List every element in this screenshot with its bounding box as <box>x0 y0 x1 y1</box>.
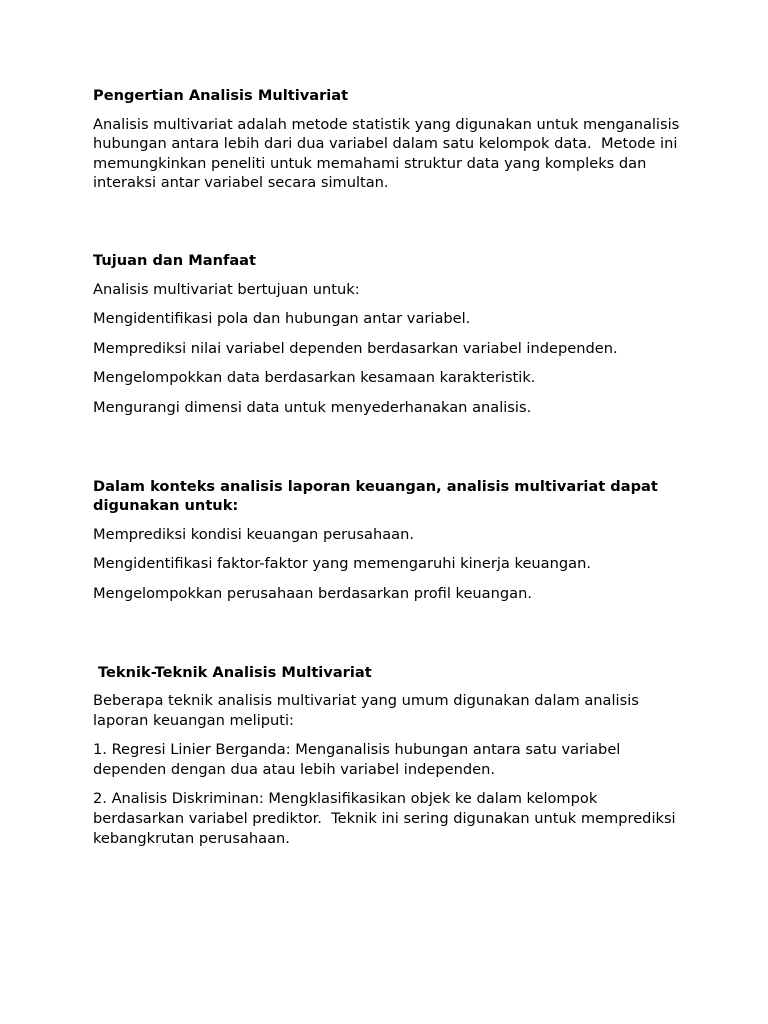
paragraph: Beberapa teknik analisis multivariat yang umum digunakan dalam analisis laporan keuangan meliputi: <box>93 692 644 729</box>
section-teknik <box>93 663 693 849</box>
section-heading: Tujuan dan Manfaat <box>93 251 256 269</box>
paragraph: Mengidentifikasi faktor-faktor yang memengaruhi kinerja keuangan. <box>93 555 591 573</box>
section-heading: Teknik-Teknik Analisis Multivariat <box>98 663 372 681</box>
paragraph: Mengidentifikasi pola dan hubungan antar variabel. <box>93 310 471 328</box>
section-pengertian <box>93 86 693 193</box>
section-heading: Pengertian Analisis Multivariat <box>93 87 349 104</box>
paragraph: Mengelompokkan data berdasarkan kesamaan karakteristik. <box>93 369 536 387</box>
paragraph: Mengurangi dimensi data untuk menyederhanakan analisis. <box>93 398 532 416</box>
paragraph: Memprediksi nilai variabel dependen berdasarkan variabel independen. <box>93 339 618 357</box>
paragraph: Analisis multivariat bertujuan untuk: <box>93 280 360 298</box>
section-tujuan-manfaat <box>93 251 693 418</box>
document-page <box>93 86 693 858</box>
paragraph: Mengelompokkan perusahaan berdasarkan profil keuangan. <box>93 584 532 602</box>
paragraph: 2. Analisis Diskriminan: Mengklasifikasikan objek ke dalam kelompok berdasarkan variabel prediktor. Teknik ini sering digunakan untuk memprediksi kebangkrutan perusahaan. <box>93 790 681 847</box>
paragraph: Analisis multivariat adalah metode statistik yang digunakan untuk menganalisis hubungan antara lebih dari dua variabel dalam satu kelompok data. Metode ini memungkinkan peneliti untuk memahami struktur data yang kompleks dan interaksi antar variabel secara simultan. <box>93 115 684 192</box>
section-konteks-laporan-keuangan <box>93 477 693 604</box>
paragraph: 1. Regresi Linier Berganda: Menganalisis hubungan antara satu variabel dependen dengan dua atau lebih variabel independen. <box>93 741 625 778</box>
section-heading: Dalam konteks analisis laporan keuangan, analisis multivariat dapat digunakan untuk: <box>93 477 658 515</box>
paragraph: Memprediksi kondisi keuangan perusahaan. <box>93 525 415 543</box>
